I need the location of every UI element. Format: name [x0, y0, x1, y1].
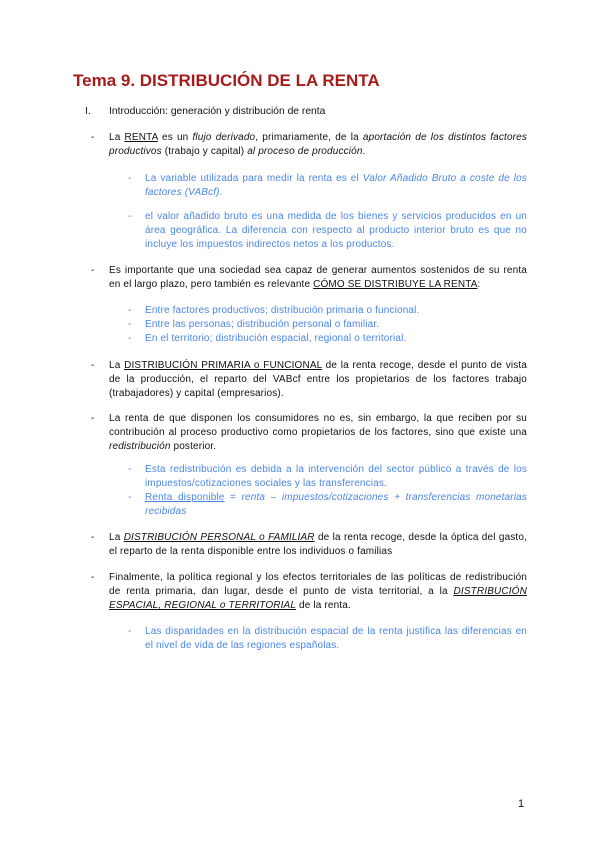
- paragraph-distribucion-personal: - La DISTRIBUCIÓN PERSONAL o FAMILIAR de la renta recoge, desde la óptica del gasto, el reparto de la renta disponible entre los individuos o familias: [91, 532, 527, 557]
- list-item: - Entre las personas; distribución personal o familiar.: [128, 319, 380, 330]
- bullet-dash: -: [128, 492, 132, 503]
- paragraph-como-se-distribuye: - Es importante que una sociedad sea capaz de generar aumentos sostenidos de su renta en el largo plazo, pero también es relevante CÓMO SE DISTRIBUYE LA RENTA:: [91, 265, 527, 290]
- distribution-types-list: [128, 304, 527, 346]
- page-number: 1: [518, 798, 525, 810]
- list-item: - En el territorio; distribución espacial, regional o territorial.: [128, 333, 407, 344]
- paragraph-distribucion-espacial: - Finalmente, la política regional y los efectos territoriales de las políticas de redistribución de renta primaria, dan lugar, desde el punto de vista territorial, a la DISTRIBUCIÓN ESPACIAL, REGIONAL o TERRITORIAL de la renta.: [91, 572, 527, 611]
- page-title: Tema 9. DISTRIBUCIÓN DE LA RENTA: [73, 71, 380, 90]
- bullet-dash: -: [128, 626, 132, 637]
- subparagraph-renta-disponible: - Renta disponible = renta – impuestos/cotizaciones + transferencias monetarias recibidas: [128, 492, 527, 517]
- subparagraph-sector-publico: - Esta redistribución es debida a la intervención del sector público a través de los impuestos/cotizaciones sociales y las transferencias.: [128, 464, 527, 489]
- section-number: I.: [85, 106, 91, 117]
- bullet-dash: -: [128, 173, 132, 184]
- subparagraph-vabcf: - La variable utilizada para medir la renta es el Valor Añadido Bruto a coste de los factores (VABcf).: [128, 173, 527, 198]
- bullet-dash: -: [91, 265, 95, 276]
- bullet-dash: -: [91, 360, 95, 371]
- paragraph-distribucion-primaria: - La DISTRIBUCIÓN PRIMARIA o FUNCIONAL de la renta recoge, desde el punto de vista de la producción, el reparto del VABcf entre los propietarios de los factores trabajo (trabajadores) y capital (empresarios).: [91, 360, 527, 399]
- paragraph-renta: - La RENTA es un flujo derivado, primariamente, de la aportación de los distintos factores productivos (trabajo y capital) al proceso de producción.: [91, 132, 528, 157]
- bullet-dash: -: [91, 572, 95, 583]
- bullet-dash: -: [91, 532, 95, 543]
- section-heading: Introducción: generación y distribución de renta: [109, 106, 326, 117]
- list-item: - Entre factores productivos; distribución primaria o funcional.: [128, 305, 420, 316]
- bullet-dash: -: [128, 211, 132, 222]
- bullet-dash: -: [91, 132, 95, 143]
- subparagraph-vab-definition: - el valor añadido bruto es una medida de los bienes y servicios producidos en un área geográfica. La diferencia con respecto al producto interior bruto es que no incluye los impuestos indirectos netos a los productos.: [128, 211, 527, 250]
- subparagraph-disparidades: - Las disparidades en la distribución espacial de la renta justifica las diferencias en el nivel de vida de las regiones españolas.: [128, 626, 527, 651]
- bullet-dash: -: [91, 413, 95, 424]
- paragraph-redistribucion: - La renta de que disponen los consumidores no es, sin embargo, la que reciben por su contribución al proceso productivo como propietarios de los factores, sino que existe una redistribución posterior.: [91, 413, 527, 452]
- bullet-dash: -: [128, 464, 132, 475]
